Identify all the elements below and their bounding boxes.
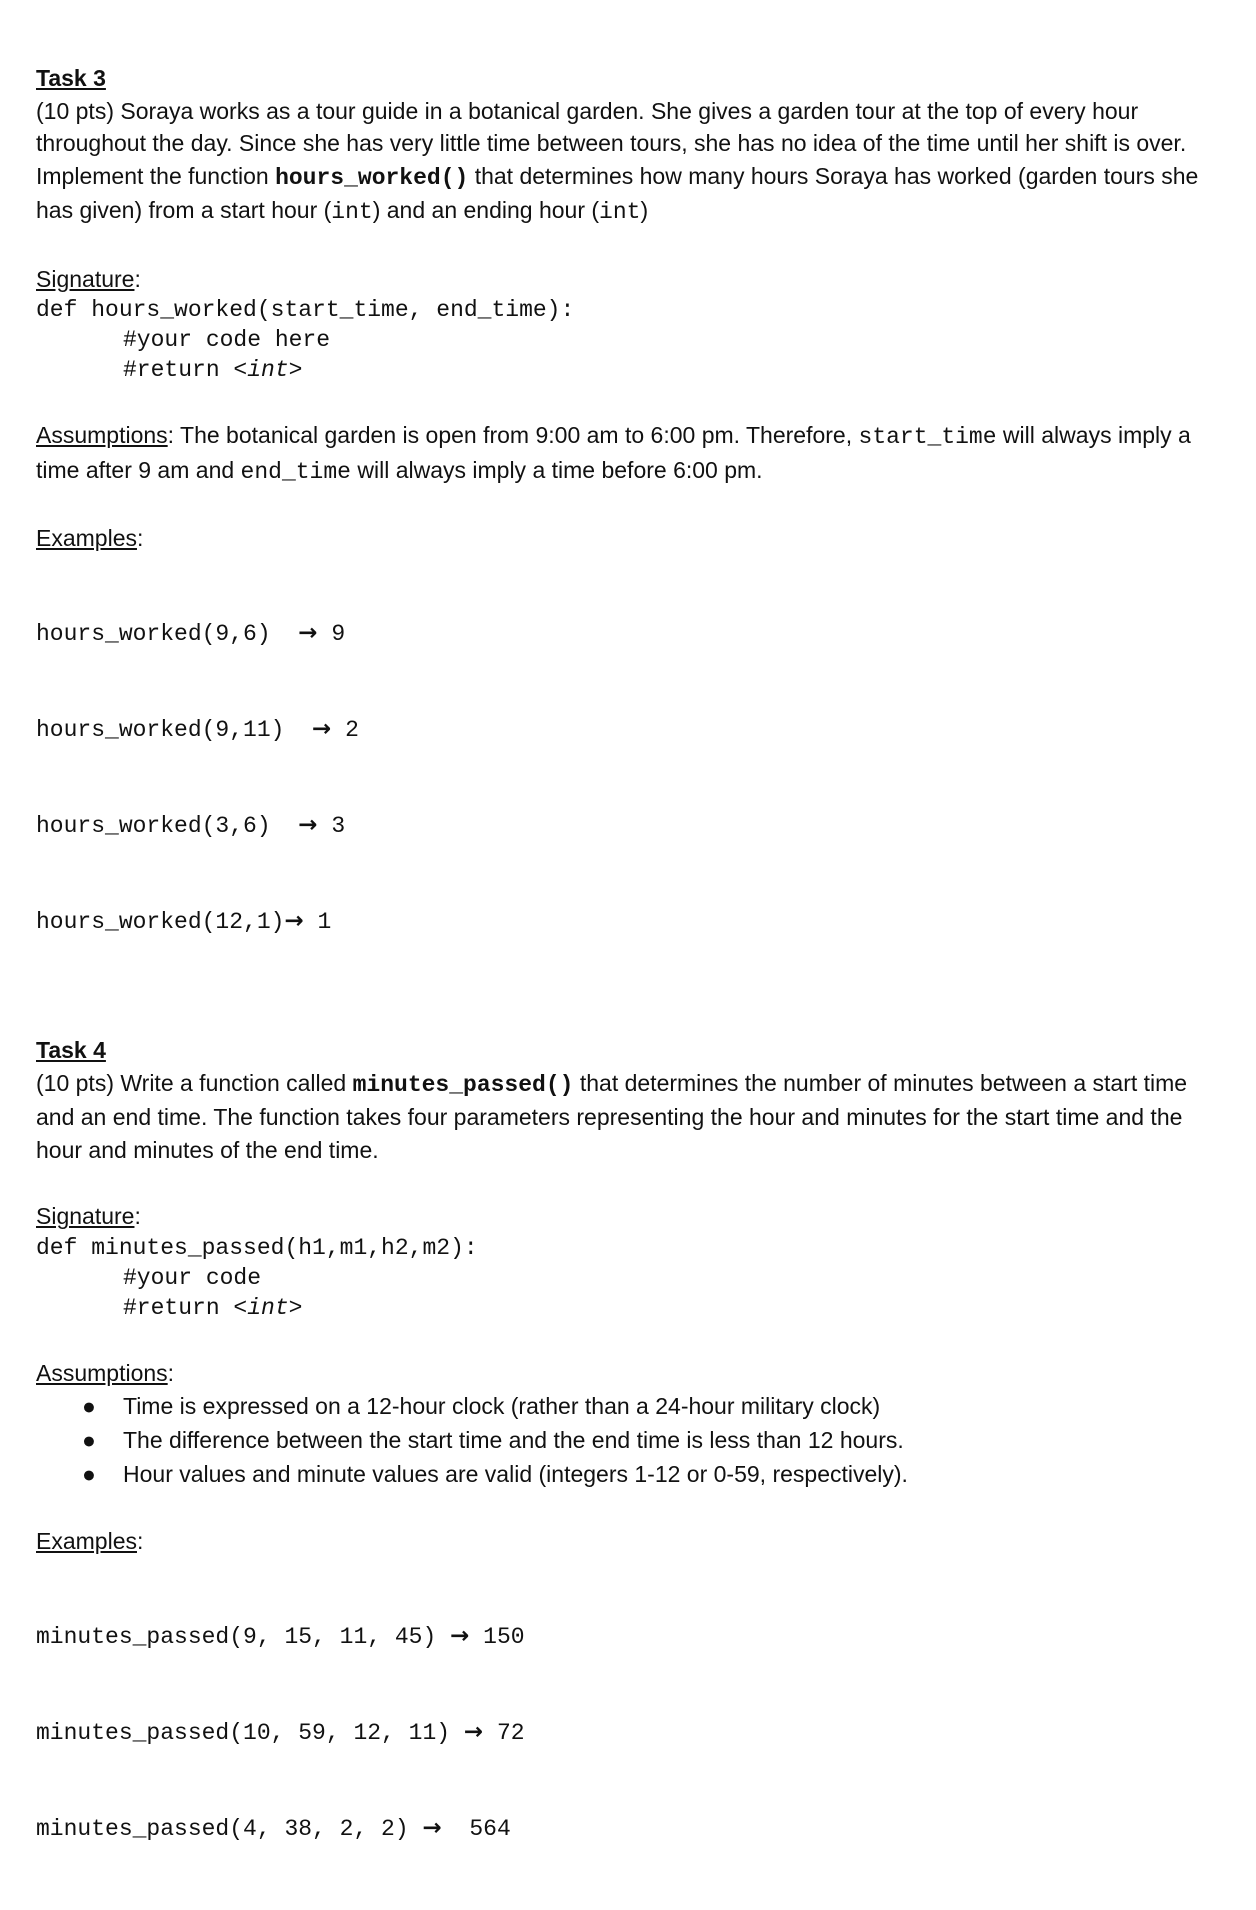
task4-func-name: minutes_passed() [352,1071,574,1098]
task3-implement-suffix: ) [640,197,649,223]
task4-signature-label [36,1200,1226,1233]
example-result: 564 [441,1816,511,1843]
arrow-icon: → [298,619,318,646]
example-call: hours_worked(9,6) [36,620,299,647]
example-call: hours_worked(3,6) [36,813,299,840]
arrow-icon: → [298,812,318,839]
task3-assumptions-text2: will always imply a time after 9 am and [36,422,1191,483]
task3-examples-code [36,555,1226,1003]
task3-assumptions-text1: The botanical garden is open from 9:00 am to 6:00 pm. Therefore, [174,422,859,448]
task4-assumptions-label [36,1357,1226,1390]
task4-assumptions-list [36,1389,1226,1491]
task3-implement [36,160,1226,229]
example-result: 2 [331,717,359,744]
list-item [36,1423,1226,1457]
task3-assumptions-code2: end_time [240,458,351,485]
task3-assumptions-text3: will always imply a time before 6:00 pm. [350,456,763,483]
task4-heading: Task 4 [36,1037,106,1064]
task4-assumptions-colon: : [167,1359,175,1386]
example-call: hours_worked(12,1) [36,909,285,936]
task3-implement-prefix: Implement the function [36,162,276,189]
task4-examples-colon: : [136,1528,144,1555]
task3-sig-line3-prefix: #return [123,357,234,383]
arrow-icon: → [284,908,304,935]
bullet-icon: ● [82,1461,96,1488]
task3-sig-line3-type: <int> [233,357,303,383]
arrow-icon: → [463,1719,484,1746]
example-line [36,810,1226,843]
task3-examples-colon: : [136,525,144,551]
example-call: hours_worked(9,11) [36,717,313,744]
example-result: 150 [469,1624,525,1651]
task3-assumptions [36,419,1226,488]
task4-signature-code [36,1233,1226,1323]
task3-signature-colon: : [134,265,141,292]
task3-implement-mid: that determines how many hours Soraya has worked (garden tours she has given) from a start hour ( [36,162,1199,223]
task4-intro [36,1067,1226,1167]
task3-type-int-1: int [331,199,373,225]
task4-assumptions-label-text: Assumptions [36,1359,168,1386]
document-page [36,62,1226,1910]
task4-examples-label-text: Examples [36,1528,137,1555]
example-call: minutes_passed(4, 38, 2, 2) [36,1816,423,1843]
task4-signature-label-text: Signature [36,1203,135,1230]
task4-sig-line3-type: <int> [233,1294,303,1321]
bullet-icon: ● [82,1393,96,1420]
example-result: 9 [317,620,346,647]
assumption-text: Time is expressed on a 12-hour clock (rather than a 24-hour military clock) [123,1393,881,1420]
example-line [36,618,1226,651]
example-line [36,1717,1226,1750]
task3-sig-line2: #your code here [123,327,331,353]
example-call: minutes_passed(10, 59, 12, 11) [36,1720,464,1747]
task3-intro: (10 pts) Soraya works as a tour guide in a botanical garden. She gives a garden tour at the top of every hour throughout the day. Since she has very little time between tours, she has no idea of the time until her shift is over. [36,97,1187,156]
task4-sig-line3-prefix: #return [123,1294,234,1321]
example-call: minutes_passed(9, 15, 11, 45) [36,1624,451,1651]
task4-signature-colon: : [134,1203,141,1230]
task3-sig-line3 [36,355,1226,385]
task4-examples-code [36,1558,1226,1910]
assumption-text: The difference between the start time and the end time is less than 12 hours. [123,1427,904,1454]
task3-examples-label [36,522,1226,555]
task3-assumptions-colon: : [167,422,175,448]
task3-examples-label-text: Examples [36,525,137,551]
example-result: 3 [317,813,346,840]
list-item [36,1457,1226,1491]
task3-heading: Task 3 [36,65,106,91]
task3-sig-line1: def hours_worked(start_time, end_time): [36,297,575,323]
task3-signature-label-text: Signature [36,265,135,292]
assumption-text: Hour values and minute values are valid (integers 1-12 or 0-59, respectively). [123,1461,908,1488]
task4-sig-line2: #your code [123,1264,262,1291]
example-result: 72 [483,1720,525,1747]
task3-func-name: hours_worked() [275,164,469,191]
task3-signature-code [36,295,1226,385]
task3-signature-label [36,263,1226,296]
task4-intro-suffix: that determines the number of minutes between a start time and an end time. The function takes four parameters representing the hour and minutes for the start time and the hour and minutes of the end time. [36,1069,1188,1163]
task3-assumptions-code1: start_time [858,424,997,450]
arrow-icon: → [450,1623,470,1650]
task4-section [36,1034,1226,1909]
task4-examples-label [36,1525,1226,1558]
arrow-icon: → [422,1815,442,1842]
task4-intro-prefix: (10 pts) Write a function called [36,1069,353,1096]
bullet-icon: ● [82,1427,96,1454]
example-result: 1 [303,909,332,936]
example-line [36,1621,1226,1654]
list-item [36,1389,1226,1423]
task3-assumptions-label: Assumptions [36,422,168,448]
example-line [36,1813,1226,1846]
task3-implement-mid2: ) and an ending hour ( [372,197,600,223]
task4-sig-line3 [36,1293,1226,1323]
task3-section [36,62,1226,1002]
task4-sig-line1: def minutes_passed(h1,m1,h2,m2): [36,1234,478,1261]
arrow-icon: → [312,716,332,743]
task3-type-int-2: int [599,199,641,225]
example-line [36,714,1226,747]
example-line [36,906,1226,939]
